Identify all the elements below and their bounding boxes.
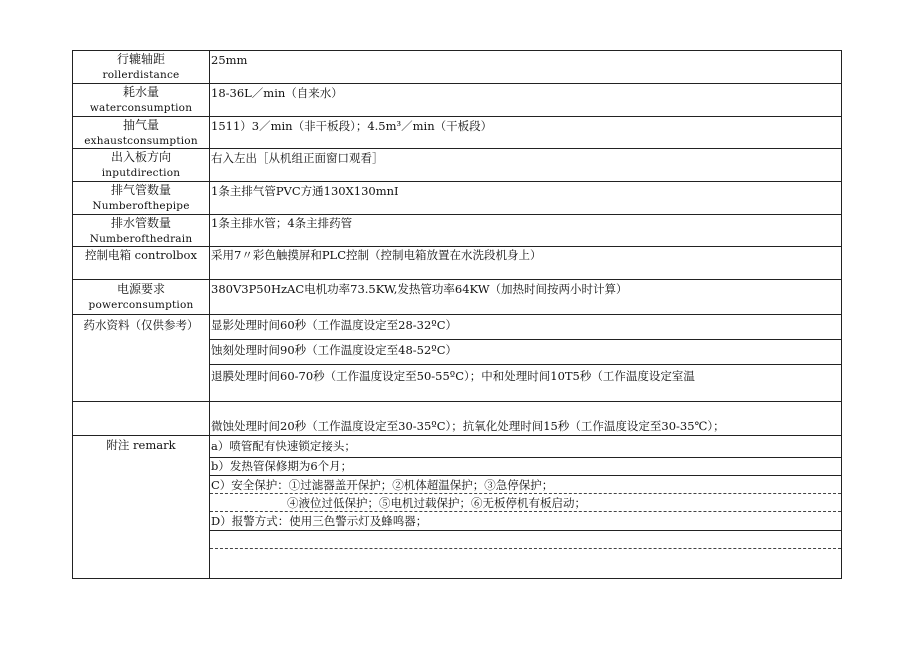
label-pipe-count	[73, 182, 209, 214]
label-input-direction	[73, 149, 209, 181]
chem-line: 退膜处理时间60-70秒（工作温度设定至50-55ºC）；中和处理时间10T5秒（工作温度设定室温	[211, 369, 695, 383]
value-pipe-count: 1条主排气管PVC方通130X130mnI	[211, 184, 399, 198]
row-divider	[210, 530, 841, 531]
label-zh: 出入板方向	[110, 150, 171, 164]
row-divider-dashed	[210, 548, 841, 549]
remark-line: ④液位过低保护；⑤电机过载保护；⑥无板停机有板启动；	[287, 496, 586, 510]
label-en: powerconsumption	[88, 299, 194, 311]
label-en: Numberofthedrain	[89, 233, 193, 245]
row-divider-dashed	[210, 511, 841, 512]
row-divider	[73, 401, 841, 402]
remark-line: D）报警方式：使用三色警示灯及蜂鸣器；	[211, 514, 428, 528]
remark-line: C）安全保护：①过滤器盖开保护；②机体超温保护；③急停保护；	[211, 478, 554, 492]
label-exhaust-consumption	[73, 117, 209, 149]
label-chemicals: 药水资料（仅供参考）	[83, 318, 199, 332]
label-power-consumption	[73, 281, 209, 313]
remark-line: a）喷管配有快速锁定接头；	[211, 439, 356, 453]
label-zh: 排水管数量	[110, 216, 171, 230]
value-control-box: 采用7〃彩色触摸屏和PLC控制（控制电箱放置在水洗段机身上）	[211, 248, 542, 262]
label-roller-distance	[73, 51, 209, 83]
label-zh: 行辘轴距	[116, 52, 165, 66]
row-divider	[210, 364, 841, 365]
value-exhaust-consumption: 1511）3／min（非干板段）；4.5m³／min（干板段）	[211, 119, 493, 133]
value-input-direction: 右入左出［从机组正面窗口观看］	[211, 151, 384, 165]
chem-line: 微蚀处理时间20秒（工作温度设定至30-35ºC）；抗氧化处理时间15秒（工作温度设定至30-35℃）；	[211, 419, 725, 433]
label-zh: 排气管数量	[110, 183, 171, 197]
label-zh: 抽气量	[122, 118, 159, 132]
label-en: exhaustconsumption	[84, 135, 198, 147]
value-power-consumption: 380V3P50HzAC电机功率73.5KW,发热管功率64KW（加热时间按两小时计算）	[211, 282, 628, 296]
row-divider	[73, 314, 841, 315]
value-drain-count: 1条主排水管；4条主排药管	[211, 216, 353, 230]
row-divider	[73, 435, 841, 436]
row-divider	[210, 339, 841, 340]
value-roller-distance: 25mm	[211, 53, 248, 67]
label-drain-count	[73, 215, 209, 247]
label-en: Numberofthepipe	[92, 200, 190, 212]
label-control-box: 控制电箱 controlbox	[85, 248, 197, 262]
chem-line: 显影处理时间60秒（工作温度设定至28-32ºC）	[211, 318, 457, 332]
label-remark: 附注 remark	[106, 438, 176, 452]
label-water-consumption	[73, 84, 209, 116]
label-en: inputdirection	[101, 167, 181, 179]
row-divider	[73, 279, 841, 280]
label-en: rollerdistance	[102, 69, 180, 81]
label-zh: 耗水量	[122, 85, 159, 99]
label-en: waterconsumption	[89, 102, 193, 114]
remark-line: b）发热管保修期为6个月；	[211, 459, 353, 473]
value-water-consumption: 18-36L／min（自来水）	[211, 86, 343, 100]
row-divider	[210, 475, 841, 476]
spec-table	[72, 50, 842, 579]
label-zh: 电源要求	[116, 282, 165, 296]
chem-line: 蚀刻处理时间90秒（工作温度设定至48-52ºC）	[211, 343, 457, 357]
row-divider-dashed	[210, 493, 841, 494]
